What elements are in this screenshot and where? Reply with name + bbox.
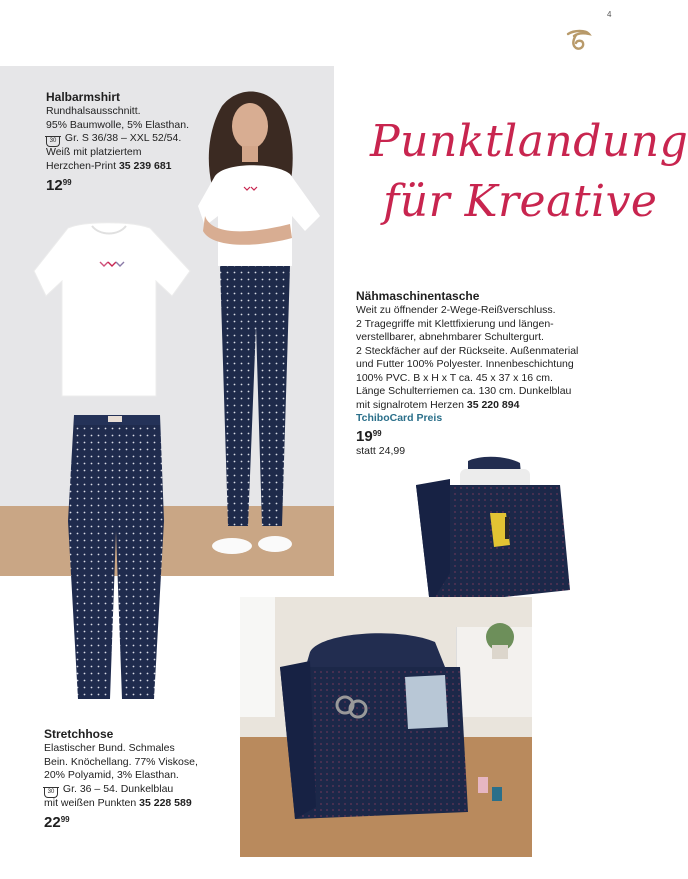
article-number: 35 239 681 [118,159,172,172]
description-line: und Futter 100% Polyester. Innenbeschichtung [356,358,574,370]
product-price [46,177,331,194]
product-price [356,428,618,445]
description-line: Weit zu öffnender 2-Wege-Reißverschluss. [356,304,556,316]
pants-description-block [44,727,236,831]
description-line: Elastischer Bund. Schmales [44,742,175,754]
product-title: Stretchhose [44,727,114,741]
tchibo-logo-icon [564,28,592,52]
product-description [356,304,618,412]
bag-lifestyle-photo [240,597,532,857]
shirt-description-block [46,90,331,194]
description-line [44,797,236,811]
description-line: Länge Schulterriemen ca. 130 cm. Dunkelblau [356,385,572,397]
description-line: 2 Tragegriffe mit Klettfixierung und längen- [356,317,554,330]
description-line-text: Herzchen-Print [46,159,117,172]
article-number: 35 220 894 [466,398,520,411]
product-price [44,814,236,831]
description-line: Bein. Knöchellang. 77% Viskose, [44,755,198,768]
description-line: 20% Polyamid, 3% Elasthan. [44,769,179,781]
bag-description-block [356,289,618,457]
description-line: verstellbarer, abnehmbarer Schultergurt. [356,331,544,343]
product-title: Nähmaschinentasche [356,289,480,303]
page-number: 4 [607,10,612,19]
description-line-text: Gr. S 36/38 – XXL 52/54. [64,132,182,144]
description-line [46,132,331,146]
tchibocard-price-label: TchiboCard Preis [356,412,443,424]
description-line-text: mit weißen Punkten [44,796,137,809]
price-cents: 99 [62,178,72,187]
was-price: statt 24,99 [356,445,406,457]
description-line: 95% Baumwolle, 5% Elasthan. [46,118,189,131]
article-number: 35 228 589 [139,796,192,809]
price-main: 19 [356,428,373,445]
price-cents: 99 [372,429,382,438]
description-line [44,783,236,797]
washing-icon: 30 [46,137,60,147]
description-line [46,160,331,174]
price-main: 22 [44,814,61,831]
headline-line-1: Punktlandung [370,116,688,167]
description-line: 2 Steckfächer auf der Rückseite. Außenmaterial [356,344,579,357]
pants-product-image [60,411,170,701]
product-title: Halbarmshirt [46,90,121,104]
product-description [44,742,236,810]
description-line [356,399,618,413]
price-main: 12 [46,177,63,194]
description-line: Rundhalsausschnitt. [46,105,141,117]
washing-icon: 30 [44,788,58,798]
description-line: Weiß mit platziertem [46,146,142,158]
description-line: 100% PVC. B x H x T ca. 45 x 37 x 16 cm. [356,371,553,384]
description-line-text: Gr. 36 – 54. Dunkelblau [62,782,174,795]
price-cents: 99 [60,815,70,824]
product-description [46,105,331,173]
description-line-text: mit signalrotem Herzen [356,398,464,411]
bag-product-image [410,455,575,610]
headline-line-2: für Kreative [383,176,658,227]
